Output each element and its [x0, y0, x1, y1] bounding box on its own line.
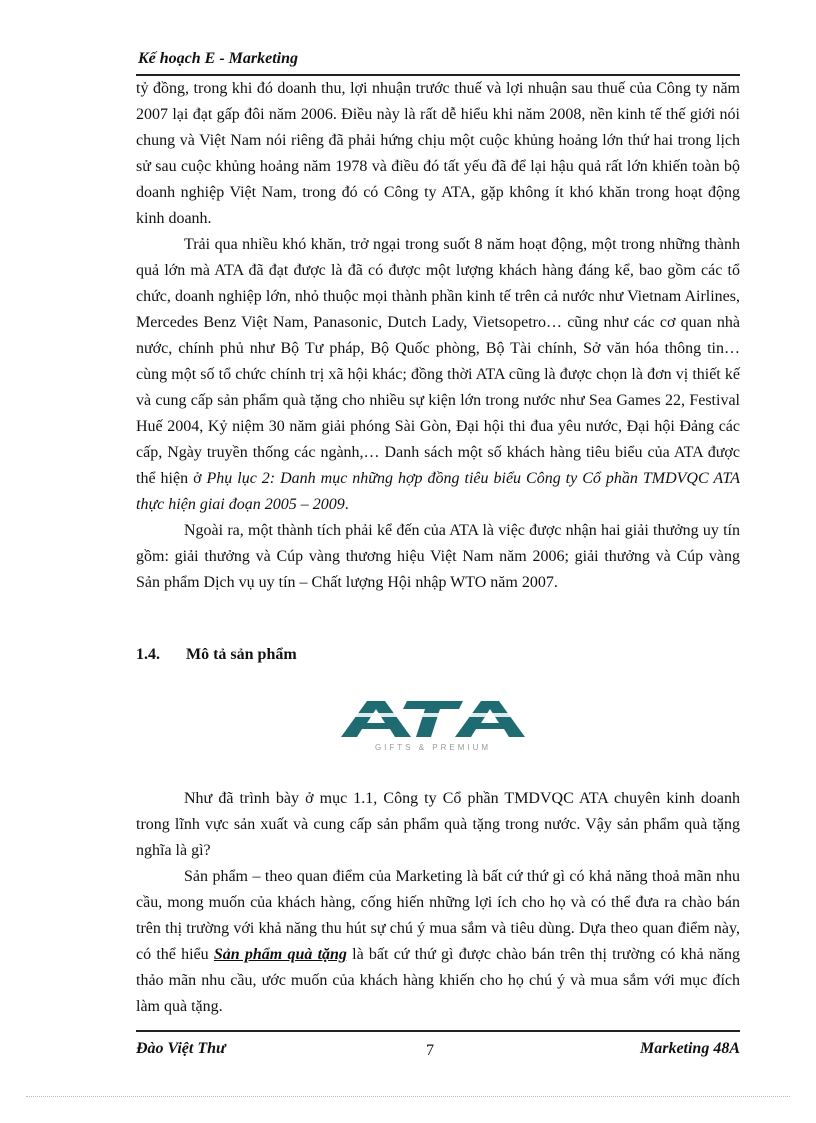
appendix-reference: Phụ lục 2: Danh mục những hợp đồng tiêu biểu Công ty Cổ phần TMDVQC ATA thực hiện giai đoạn 2005 – 2009	[136, 470, 740, 513]
ata-logo	[327, 693, 539, 759]
logo-tagline: GIFTS & PREMIUM	[374, 743, 492, 752]
paragraph-2-end: .	[344, 496, 349, 513]
section-title: Mô tả sản phẩm	[186, 646, 297, 663]
footer-class: Marketing 48A	[639, 1040, 740, 1057]
paragraph-5-text: Sản phẩm – theo quan điểm của Marketing là bất cứ thứ gì có khả năng thoả mãn nhu cầu, mong muốn của khách hàng, cống hiến những lợi ích cho họ và có thể đưa ra chào bán trên thị trường với khả năng thu hút sự chú ý mua sắm và tiêu dùng. Dựa theo quan điểm này, có thể hiểu	[136, 868, 740, 963]
footer-author: Đào Việt Thư	[136, 1040, 226, 1057]
defined-term: Sản phẩm quà tặng	[213, 946, 347, 963]
page-header	[136, 48, 740, 76]
body-text-top	[136, 76, 740, 596]
body-text-bottom	[136, 786, 740, 1020]
paragraph-1: tỷ đồng, trong khi đó doanh thu, lợi nhuận trước thuế và lợi nhuận sau thuế của Công ty năm 2007 lại đạt gấp đôi năm 2006. Điều này là rất dễ hiểu khi năm 2008, nền kinh tế thế giới nói chung và Việt Nam nói riêng đã phải hứng chịu một cuộc khủng hoảng lớn thứ hai trong lịch sử sau cuộc khủng hoảng năm 1978 và điều đó tất yếu đã để lại hậu quả rất lớn khiến toàn bộ doanh nghiệp Việt Nam, trong đó có Công ty ATA, gặp không ít khó khăn trong hoạt động kinh doanh.	[136, 80, 740, 227]
paragraph-5	[136, 864, 740, 1020]
paragraph-2-text: Trải qua nhiều khó khăn, trở ngại trong suốt 8 năm hoạt động, một trong những thành quả lớn mà ATA đã đạt được là đã có được một lượng khách hàng đáng kể, bao gồm các tổ chức, doanh nghiệp lớn, nhỏ thuộc mọi thành phần kinh tế trên cả nước như Vietnam Airlines, Mercedes Benz Việt Nam, Panasonic, Dutch Lady, Vietsopetro… cũng như các cơ quan nhà nước, chính phủ như Bộ Tư pháp, Bộ Quốc phòng, Bộ Tài chính, Sở văn hóa thông tin… cùng một số tổ chức chính trị xã hội khác; đồng thời ATA cũng là được chọn là đơn vị thiết kế và cung cấp sản phẩm quà tặng cho nhiều sự kiện lớn trong nước như Sea Games 22, Festival Huế 2004, Kỷ niệm 30 năm giải phóng Sài Gòn, Đại hội thi đua yêu nước, Đại hội Đảng các cấp, Ngày truyền thống các ngành,… Danh sách một số khách hàng tiêu biểu của ATA được thể hiện ở	[136, 236, 740, 487]
section-number: 1.4.	[136, 646, 160, 663]
paragraph-3: Ngoài ra, một thành tích phải kể đến của ATA là việc được nhận hai giải thưởng uy tín gồm: giải thưởng và Cúp vàng thương hiệu Việt Nam năm 2006; giải thưởng và Cúp vàng Sản phẩm Dịch vụ uy tín – Chất lượng Hội nhập WTO năm 2007.	[136, 522, 740, 591]
paragraph-2	[136, 232, 740, 518]
paragraph-5-end: là bất cứ thứ gì được chào bán trên thị trường có khả năng thảo mãn nhu cầu, ước muốn của khách hàng khiến cho họ chú ý và mua sắm với mục đích làm quà tặng.	[136, 946, 740, 1015]
section-heading	[136, 646, 740, 670]
page-footer	[136, 1030, 740, 1062]
header-title: Kế hoạch E - Marketing	[138, 50, 299, 67]
paragraph-4: Như đã trình bày ở mục 1.1, Công ty Cổ phần TMDVQC ATA chuyên kinh doanh trong lĩnh vực sản xuất và cung cấp sản phẩm quà tặng trong nước. Vậy sản phẩm quà tặng nghĩa là gì?	[136, 790, 740, 859]
page-bottom-divider	[26, 1096, 790, 1098]
page-number: 7	[426, 1042, 434, 1059]
